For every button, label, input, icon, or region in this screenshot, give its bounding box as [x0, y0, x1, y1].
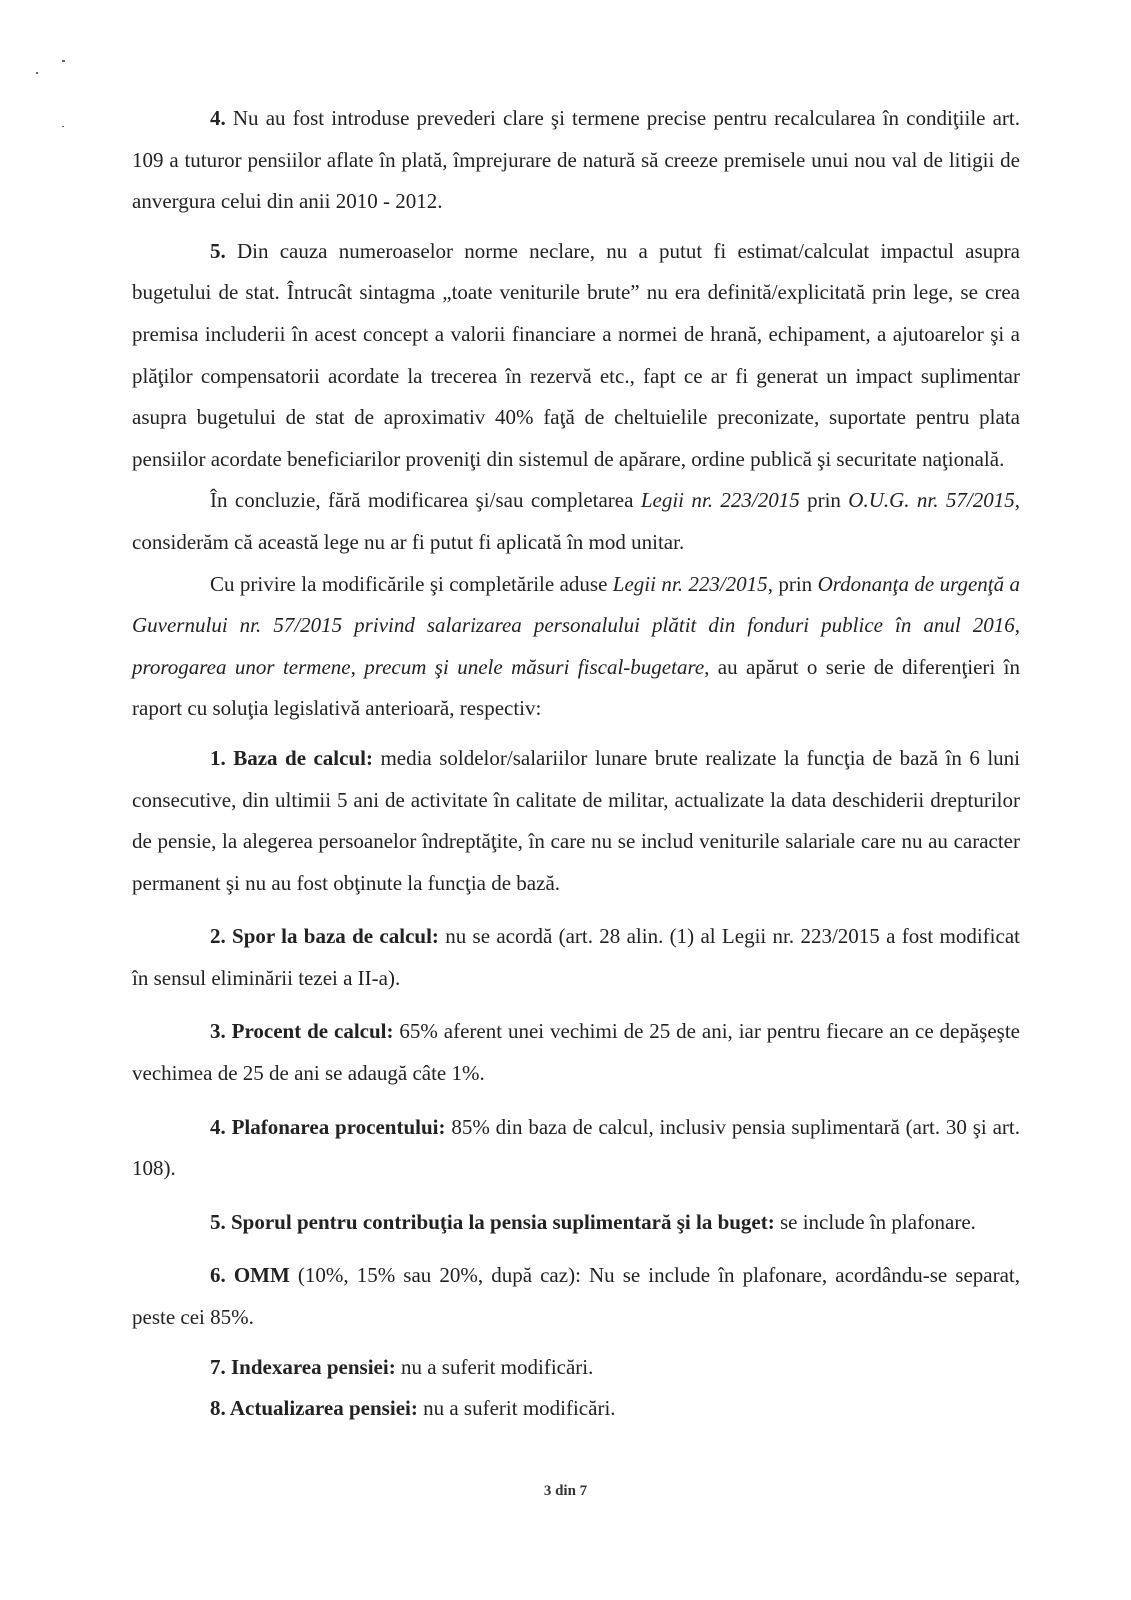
item-text: 65% aferent unei vechimi de 25 de ani, iar pentru fiecare an ce depăşeşte vechimea de 25 de ani se adaugă câte 1%.: [132, 1019, 1020, 1086]
document-body: [132, 98, 1020, 1430]
list-item-2: [132, 916, 1020, 999]
item-label: 4. Plafonarea procentului:: [210, 1114, 446, 1139]
item-label: 7. Indexarea pensiei:: [210, 1354, 396, 1379]
ordinance-reference: O.U.G. nr. 57/2015: [848, 488, 1015, 513]
item-text: nu a suferit modificări.: [395, 1354, 594, 1379]
text-run: În concluzie, fără modificarea şi/sau completarea: [210, 488, 641, 513]
ordinance-title: Ordonanţa de urgenţă a Guvernului nr. 57/2015 privind salarizarea personalului plătit din fonduri publice în anul 2016, prorogarea unor termene, precum şi unele măsuri fiscal-bugetare,: [132, 571, 1021, 679]
text-run: au apărut o serie de diferenţieri în raport cu soluţia legislativă anterioară, respectiv:: [132, 654, 1020, 721]
item-label: 5. Sporul pentru contribuţia la pensia suplimentară şi la buget:: [210, 1209, 775, 1234]
paragraph-modifications: [132, 564, 1020, 730]
item-text: (10%, 15% sau 20%, după caz): Nu se include în plafonare, acordându-se separat, peste cei 85%.: [132, 1263, 1020, 1330]
list-item-1: [132, 738, 1020, 904]
item-label: 1. Baza de calcul:: [210, 745, 373, 770]
list-item-3: [132, 1011, 1020, 1094]
law-reference: Legii nr. 223/2015: [612, 571, 768, 596]
item-text: media soldelor/salariilor lunare brute realizate la funcţia de bază în 6 luni consecutive, din ultimii 5 ani de activitate în calitate de militar, actualizate la data deschiderii drepturilor de pensie, la alegerea persoanelor îndreptăţite, în care nu se includ veniturile salariale care nu au caracter permanent şi nu au fost obţinute la funcţia de bază.: [132, 745, 1020, 895]
text-run: , prin: [767, 571, 818, 596]
text-run: prin: [799, 488, 849, 513]
item-label: 6. OMM: [210, 1263, 290, 1288]
list-item-4: [132, 1107, 1020, 1190]
item-text: se include în plafonare.: [774, 1209, 976, 1234]
list-item-5: [132, 1202, 1020, 1244]
scan-speck: [62, 126, 64, 127]
paragraph-conclusion: [132, 480, 1020, 563]
scan-speck: [36, 72, 38, 74]
paragraph-point-4: [132, 98, 1020, 223]
item-label: 3. Procent de calcul:: [210, 1019, 394, 1044]
text-run: , considerăm că această lege nu ar fi putut fi aplicată în mod unitar.: [132, 488, 1020, 554]
point-number: 5.: [210, 238, 226, 263]
item-text: nu a suferit modificări.: [417, 1396, 616, 1421]
law-reference: Legii nr. 223/2015: [640, 488, 800, 513]
paragraph-text: Din cauza numeroaselor norme neclare, nu a putut fi estimat/calculat impactul asupra bugetului de stat. Întrucât sintagma „toate veniturile brute” nu era definită/explicitată prin lege, se crea premisa includerii în acest concept a valorii financiare a normei de hrană, echipament, a ajutoarelor şi a plăţilor compensatorii acordate la trecerea în rezervă etc., fapt ce ar fi generat un impact suplimentar asupra bugetului de stat de aproximativ 40% faţă de cheltuielile preconizate, suportate pentru plata pensiilor acordate beneficiarilor proveniţi din sistemul de apărare, ordine publică şi securitate naţională.: [132, 238, 1020, 471]
item-text: 85% din baza de calcul, inclusiv pensia suplimentară (art. 30 şi art. 108).: [132, 1114, 1020, 1181]
item-label: 2. Spor la baza de calcul:: [210, 924, 439, 949]
list-item-7: [132, 1347, 1020, 1389]
list-item-6: [132, 1255, 1020, 1338]
list-item-8: [132, 1388, 1020, 1430]
text-run: Cu privire la modificările şi completările aduse: [210, 571, 613, 596]
point-number: 4.: [210, 106, 226, 130]
paragraph-point-5: [132, 231, 1020, 481]
item-text: nu se acordă (art. 28 alin. (1) al Legii nr. 223/2015 a fost modificat în sensul eliminării tezei a II-a).: [132, 924, 1020, 990]
scan-speck: [62, 60, 65, 62]
item-label: 8. Actualizarea pensiei:: [210, 1396, 418, 1421]
paragraph-text: Nu au fost introduse prevederi clare şi termene precise pentru recalcularea în condiţiile art. 109 a tuturor pensiilor aflate în plată, împrejurare de natură să creeze premisele unui nou val de litigii de anvergura celui din anii 2010 - 2012.: [132, 106, 1021, 214]
page-number: 3 din 7: [543, 1483, 588, 1499]
